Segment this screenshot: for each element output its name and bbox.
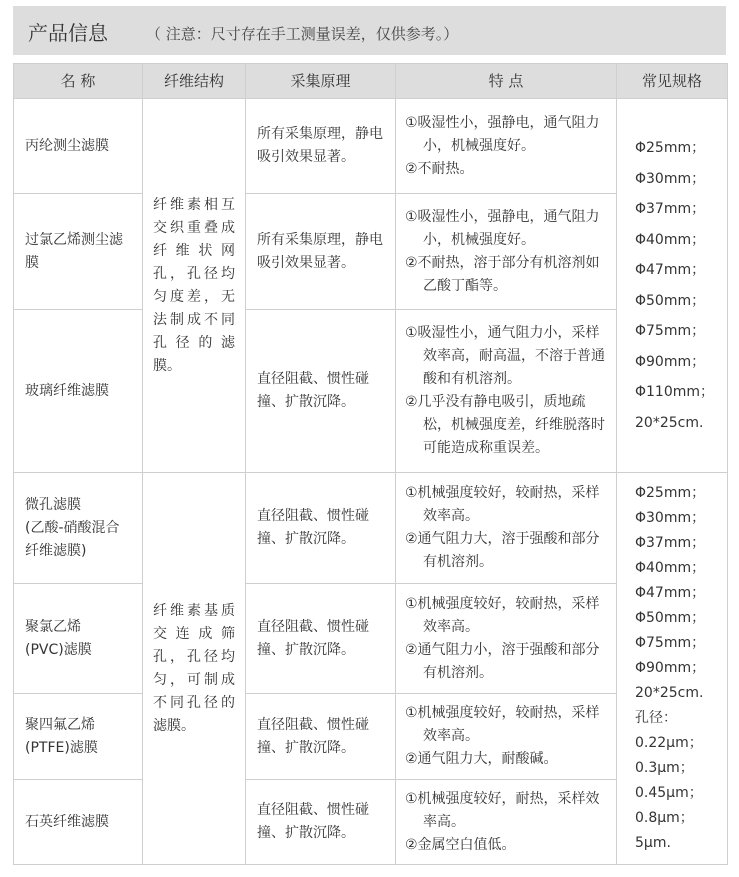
spec-item: Φ25mm； — [635, 485, 706, 501]
filter-name-line: 纤维滤膜) — [25, 542, 87, 559]
section-header — [13, 6, 726, 55]
spec-item: Φ30mm； — [635, 170, 706, 187]
features — [396, 780, 617, 865]
spec-item: Φ75mm； — [635, 323, 706, 339]
feature-line: ①机械强度较好，较耐热，采样效率高。 — [405, 705, 600, 744]
collection-principle: 直径阻截、惯性碰撞、扩散沉降。 — [246, 310, 396, 473]
column-header-structure: 纤维结构 — [143, 64, 246, 99]
feature-line: ①机械强度较好，耐热，采样效率高。 — [405, 790, 600, 830]
spec-item: Φ37mm； — [635, 201, 706, 217]
column-header-principle: 采集原理 — [246, 64, 396, 99]
spec-item: Φ40mm； — [635, 231, 706, 248]
feature-line: ①机械强度较好，较耐热，采样效率高。 — [405, 595, 600, 635]
specifications — [617, 99, 728, 473]
feature-line: ②通气阻力小，溶于强酸和部分有机溶剂。 — [405, 641, 600, 681]
spec-item: Φ90mm； — [635, 353, 706, 370]
filter-name-line: (PVC)滤膜 — [25, 641, 92, 658]
spec-item: 0.3μm； — [635, 760, 694, 776]
spec-item: Φ47mm； — [635, 262, 706, 278]
measurement-note: （ 注意：尺寸存在手工测量误差，仅供参考。） — [146, 25, 459, 43]
filter-name-line: 微孔滤膜 — [25, 496, 81, 513]
feature-line: ②通气阻力大，耐酸碱。 — [405, 751, 558, 767]
spec-item: 0.22μm； — [635, 735, 703, 751]
section-title: 产品信息 — [28, 21, 108, 45]
feature-line: ①吸湿性小，强静电，通气阻力小，机械强度好。 — [405, 208, 600, 248]
column-header-features: 特 点 — [396, 64, 617, 99]
feature-line: ②不耐热。 — [405, 160, 474, 177]
spec-item: Φ75mm； — [635, 635, 706, 651]
filter-name-line: (PTFE)滤膜 — [25, 739, 98, 756]
feature-line: ①机械强度较好，较耐热，采样效率高。 — [405, 485, 600, 524]
table-row — [14, 99, 728, 194]
column-header-name: 名 称 — [14, 64, 143, 99]
spec-item: 5μm. — [635, 835, 671, 851]
spec-item: Φ50mm； — [635, 610, 706, 626]
collection-principle: 所有采集原理，静电吸引效果显著。 — [246, 99, 396, 194]
spec-item: Φ30mm； — [635, 510, 706, 526]
spec-item: 孔径： — [635, 710, 677, 726]
feature-line: ①吸湿性小，通气阻力小，采样效率高，耐高温，不溶于普通酸和有机溶剂。 — [405, 325, 605, 387]
spec-item: 20*25cm. — [635, 685, 704, 701]
collection-principle: 所有采集原理，静电吸引效果显著。 — [246, 194, 396, 310]
collection-principle: 直径阻截、惯性碰撞、扩散沉降。 — [246, 780, 396, 865]
feature-line: ②通气阻力大，溶于强酸和部分有机溶剂。 — [405, 531, 600, 570]
spec-item: Φ40mm； — [635, 560, 706, 576]
feature-line: ②不耐热，溶于部分有机溶剂如乙酸丁酯等。 — [405, 254, 600, 294]
feature-line: ②几乎没有静电吸引，质地疏松，机械强度差，纤维脱落时可能造成称重误差。 — [405, 394, 605, 456]
filter-name — [14, 584, 143, 694]
filter-name — [14, 780, 143, 865]
filter-name: 丙纶测尘滤膜 — [14, 99, 143, 194]
filter-name — [14, 694, 143, 780]
features — [396, 310, 617, 473]
filter-name — [14, 473, 143, 584]
features — [396, 473, 617, 584]
collection-principle: 直径阻截、惯性碰撞、扩散沉降。 — [246, 584, 396, 694]
spec-item: Φ25mm； — [635, 140, 706, 156]
spec-item: 0.45μm； — [635, 785, 703, 801]
collection-principle: 直径阻截、惯性碰撞、扩散沉降。 — [246, 473, 396, 584]
features — [396, 99, 617, 194]
feature-line: ①吸湿性小，强静电，通气阻力小，机械强度好。 — [405, 114, 600, 154]
spec-item: Φ47mm； — [635, 585, 706, 601]
spec-item: Φ90mm； — [635, 660, 706, 676]
collection-principle: 直径阻截、惯性碰撞、扩散沉降。 — [246, 694, 396, 780]
spec-item: 0.8μm； — [635, 810, 694, 826]
specifications — [617, 473, 728, 865]
filter-name: 过氯乙烯测尘滤膜 — [14, 194, 143, 310]
fiber-structure: 纤维素基质交连成筛孔，孔径均匀，可制成不同孔径的滤膜。 — [143, 473, 246, 865]
spec-item: Φ50mm； — [635, 292, 706, 309]
product-spec-table — [13, 63, 728, 865]
feature-line: ②金属空白值低。 — [405, 836, 516, 853]
spec-item: Φ110mm； — [635, 384, 715, 400]
features — [396, 584, 617, 694]
filter-name-line: (乙酸-硝酸混合 — [25, 519, 120, 536]
table-header-row — [14, 64, 728, 99]
features — [396, 194, 617, 310]
filter-name-line: 石英纤维滤膜 — [25, 813, 109, 830]
column-header-specs: 常见规格 — [617, 64, 728, 99]
filter-name-line: 聚氯乙烯 — [25, 618, 81, 635]
features — [396, 694, 617, 780]
filter-name: 玻璃纤维滤膜 — [14, 310, 143, 473]
fiber-structure: 纤维素相互交织重叠成纤维状网孔，孔径均匀度差，无法制成不同孔径的滤膜。 — [143, 99, 246, 473]
spec-item: Φ37mm； — [635, 535, 706, 551]
filter-name-line: 聚四氟乙烯 — [25, 716, 95, 733]
table-row — [14, 473, 728, 584]
spec-item: 20*25cm. — [635, 414, 704, 431]
